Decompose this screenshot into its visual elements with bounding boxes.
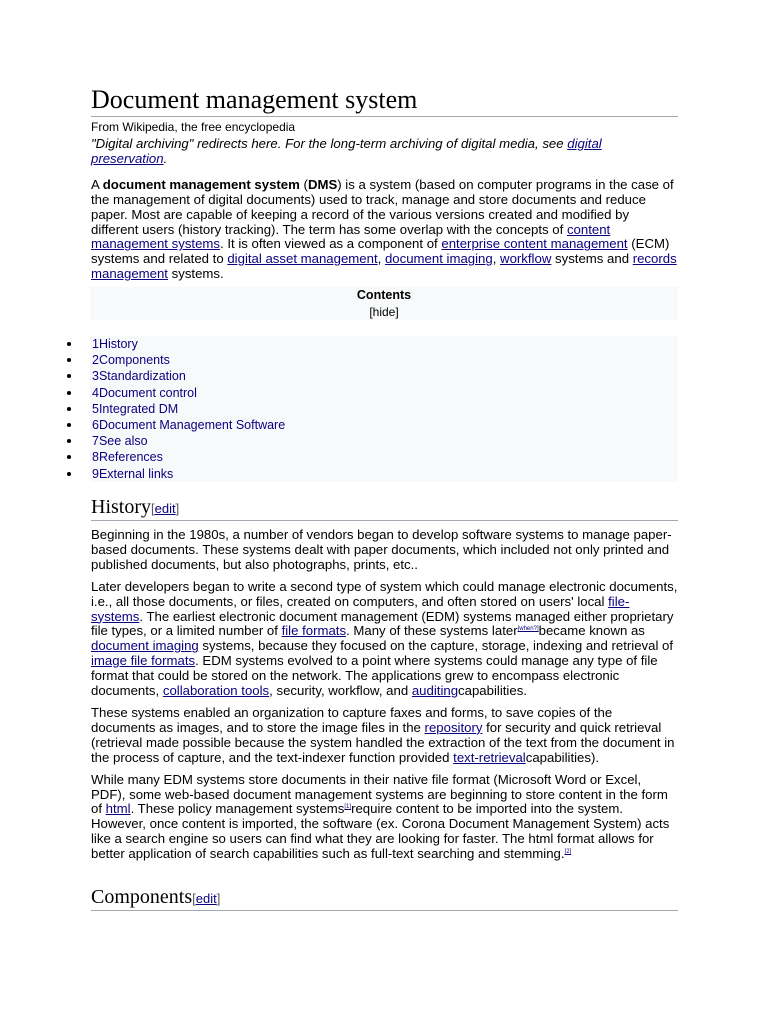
repository-link[interactable]: repository <box>424 719 483 735</box>
bullet-icon <box>67 455 71 459</box>
para-text: , security, workflow, and <box>269 683 412 699</box>
para-text: . The earliest electronic document management (EDM) systems managed either proprietary file types, or a limited number of <box>91 608 674 639</box>
toc-title: Contents <box>356 288 412 302</box>
edit-bracket: ] <box>216 891 221 906</box>
article-header <box>91 84 678 282</box>
para-text: While many EDM systems store documents in their native file format (Microsoft Word or Excel, PDF), some web-based document management systems are beginning to store content in the form of <box>91 771 668 817</box>
lead-text: systems. <box>167 266 224 282</box>
para-text: . Many of these systems later <box>346 623 518 639</box>
edit-bracket: [ <box>192 891 196 906</box>
para-text: capabilities). <box>525 749 600 765</box>
edit-section <box>151 501 179 516</box>
toc-item-label[interactable]: 1History <box>92 337 138 351</box>
history-paragraph-2 <box>91 580 678 699</box>
para-text: These systems enabled an organization to capture faxes and forms, to save copies of the documents as images, and to store the image files in the <box>91 704 613 735</box>
page-title: Document management system <box>91 84 678 117</box>
edit-bracket: [ <box>151 501 155 516</box>
enterprise-content-management-link[interactable]: enterprise content management <box>441 236 628 252</box>
para-text: systems, because they focused on the capture, storage, indexing and retrieval of <box>198 638 674 654</box>
toc-item-label[interactable]: 2Components <box>92 353 170 368</box>
when-citation-link[interactable]: [when?] <box>517 626 539 633</box>
toc-item-see-also[interactable] <box>90 433 678 449</box>
components-heading <box>91 886 678 911</box>
bullet-icon <box>67 423 71 427</box>
section-heading-text: History <box>91 496 151 518</box>
toc-item-external-links[interactable] <box>90 466 678 482</box>
image-file-formats-link[interactable]: image file formats <box>91 653 196 669</box>
lead-text: A <box>91 176 103 192</box>
lead-text: . It is often viewed as a component of <box>220 236 442 252</box>
bullet-icon <box>67 439 71 443</box>
toc-item-history[interactable] <box>90 336 678 352</box>
digital-preservation-link[interactable]: digital preservation <box>91 136 602 166</box>
toc-item-label[interactable]: 5Integrated DM <box>92 401 179 416</box>
toc-item-components[interactable] <box>90 352 678 368</box>
bullet-icon <box>67 342 71 346</box>
toc-header <box>90 287 678 320</box>
history-heading <box>91 496 678 521</box>
lead-text: ) is a system (based on computer programs in the case of the management of digital documents) used to track, manage and store documents and reduce paper. Most are capable of keeping a record of the various versions created and modified by different users (history tracking). The term has some overlap with the concepts of <box>91 176 674 237</box>
components-section <box>91 886 678 911</box>
edit-bracket: ] <box>175 501 180 516</box>
toc-item-document-control[interactable] <box>90 385 678 401</box>
citation-2-link[interactable]: [2] <box>564 849 572 856</box>
bullet-icon <box>67 407 71 411</box>
lead-text: (ECM) systems and related to <box>91 236 670 267</box>
lead-paragraph <box>91 178 678 282</box>
toc-list <box>90 336 678 482</box>
lead-text: , <box>492 251 501 267</box>
toc-item-integrated-dm[interactable] <box>90 401 678 417</box>
history-section <box>91 496 678 862</box>
para-text: became known as <box>538 623 645 639</box>
toc-item-references[interactable] <box>90 449 678 465</box>
workflow-link[interactable]: workflow <box>500 251 552 267</box>
para-text: Later developers began to write a second type of system which could manage electronic documents, i.e., all those documents, or files, created on computers, and often stored on users' local <box>91 578 678 609</box>
para-text: . EDM systems evolved to a point where systems could manage any type of file format that could be stored on the network. The applications grew to encompass electronic documents, <box>91 653 658 699</box>
para-text: . These policy management systems <box>130 801 345 817</box>
hatnote-end: . <box>163 150 168 166</box>
lead-text: , <box>377 251 385 267</box>
collaboration-tools-link[interactable]: collaboration tools <box>162 683 270 699</box>
para-text: capabilities. <box>458 683 527 699</box>
lead-bold-abbr: DMS <box>307 176 338 192</box>
bullet-icon <box>67 374 71 378</box>
text-retrieval-link[interactable]: text-retrieval <box>453 749 526 765</box>
document-imaging-link[interactable]: document imaging <box>384 251 493 267</box>
auditing-link[interactable]: auditing <box>411 683 459 699</box>
bullet-icon <box>67 391 71 395</box>
citation-1-link[interactable]: [1] <box>344 804 352 811</box>
para-text: require content to be imported into the system. However, once content is imported, the software (ex. Corona Document Management System) acts like a search engine so users can find what they are looking for faster. The html format allows for better application of search capabilities such as full-text searching and stemming. <box>91 801 670 862</box>
toc-item-label[interactable]: 7See also <box>92 434 148 449</box>
toc-item-label[interactable]: 8References <box>92 450 163 465</box>
edit-section <box>192 891 220 906</box>
bullet-icon <box>67 472 71 476</box>
document-imaging-link[interactable]: document imaging <box>91 638 199 654</box>
para-text: for security and quick retrieval (retrieval made possible because the system handled the extraction of the text from the document in the process of capture, and the text-indexer function provided <box>91 719 675 765</box>
lead-text: systems and <box>551 251 633 267</box>
hatnote <box>91 137 678 167</box>
toc-item-label[interactable]: 3Standardization <box>92 369 186 384</box>
toc-hide-toggle[interactable]: [hide] <box>369 305 399 319</box>
hatnote-text: "Digital archiving" redirects here. For the long-term archiving of digital media, see <box>91 136 568 151</box>
history-paragraph-3 <box>91 706 678 766</box>
section-heading-text: Components <box>91 886 193 908</box>
history-paragraph-4 <box>91 773 678 862</box>
file-systems-link[interactable]: file-systems <box>91 593 630 624</box>
bullet-icon <box>67 358 71 362</box>
edit-components-link[interactable]: edit <box>195 891 217 906</box>
toc-item-standardization[interactable] <box>90 368 678 384</box>
content-management-systems-link[interactable]: content management systems <box>91 221 611 252</box>
edit-history-link[interactable]: edit <box>154 501 176 516</box>
history-paragraph-1: Beginning in the 1980s, a number of vendors began to develop software systems to manage paper-based documents. These systems dealt with paper documents, which included not only printed and published documents, but also photographs, prints, etc.. <box>91 527 672 572</box>
lead-bold-term: document management system <box>102 176 300 192</box>
lead-text: ( <box>299 176 308 192</box>
records-management-link[interactable]: records management <box>91 251 677 282</box>
site-subtitle: From Wikipedia, the free encyclopedia <box>91 120 296 134</box>
toc-item-label[interactable]: 6Document Management Software <box>92 417 286 432</box>
digital-asset-management-link[interactable]: digital asset management <box>227 251 378 267</box>
html-link[interactable]: html <box>105 801 131 817</box>
toc-item-document-management-software[interactable] <box>90 417 678 433</box>
file-formats-link[interactable]: file formats <box>281 623 347 639</box>
toc-item-label[interactable]: 9External links <box>92 466 174 481</box>
toc-item-label[interactable]: 4Document control <box>92 385 197 400</box>
